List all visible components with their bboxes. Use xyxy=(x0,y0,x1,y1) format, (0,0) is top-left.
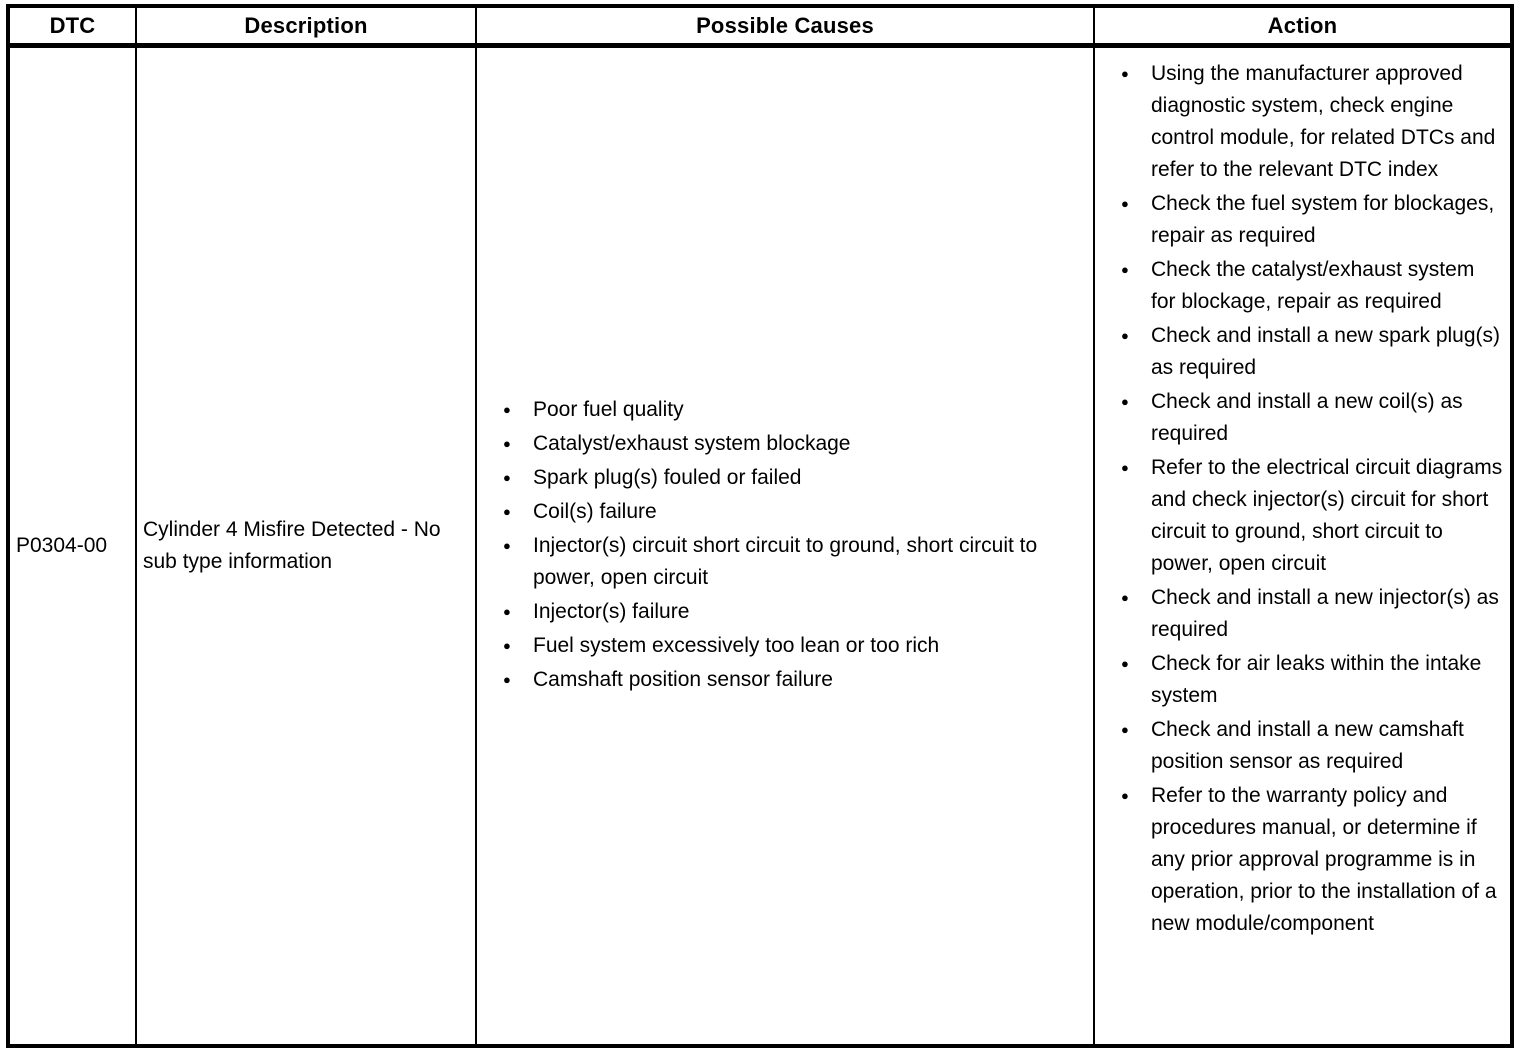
list-item-text: Injector(s) failure xyxy=(533,600,690,623)
bullet-icon: ● xyxy=(503,436,511,451)
list-item-text: Check and install a new coil(s) as required xyxy=(1151,390,1463,445)
list-item xyxy=(1095,714,1504,778)
list-item-text: Check and install a new spark plug(s) as required xyxy=(1151,324,1501,379)
bullet-icon: ● xyxy=(1121,328,1129,343)
list-item xyxy=(477,394,1087,426)
description-text: Cylinder 4 Misfire Detected - No sub type information xyxy=(143,518,441,573)
bullet-icon: ● xyxy=(1121,262,1129,277)
action-list xyxy=(1095,58,1504,940)
possible-causes-list xyxy=(477,394,1087,698)
action-cell xyxy=(1095,48,1510,1044)
list-item-text: Fuel system excessively too lean or too rich xyxy=(533,634,940,657)
list-item-text: Camshaft position sensor failure xyxy=(533,668,833,691)
bullet-icon: ● xyxy=(503,504,511,519)
list-item-text: Refer to the electrical circuit diagrams and check injector(s) circuit for short circuit to ground, short circuit to power, open circuit xyxy=(1151,456,1503,575)
bullet-icon: ● xyxy=(1121,722,1129,737)
bullet-icon: ● xyxy=(1121,196,1129,211)
bullet-icon: ● xyxy=(503,638,511,653)
bullet-icon: ● xyxy=(503,604,511,619)
list-item xyxy=(477,462,1087,494)
bullet-icon: ● xyxy=(503,470,511,485)
bullet-icon: ● xyxy=(1121,788,1129,803)
bullet-icon: ● xyxy=(1121,460,1129,475)
list-item xyxy=(477,496,1087,528)
list-item xyxy=(477,428,1087,460)
list-item xyxy=(1095,58,1504,186)
list-item-text: Coil(s) failure xyxy=(533,500,657,523)
list-item xyxy=(1095,648,1504,712)
bullet-icon: ● xyxy=(503,538,511,553)
dtc-code: P0304-00 xyxy=(16,534,108,557)
bullet-icon: ● xyxy=(1121,66,1129,81)
list-item xyxy=(1095,188,1504,252)
list-item-text: Catalyst/exhaust system blockage xyxy=(533,432,851,455)
column-header-possible-causes: Possible Causes xyxy=(477,8,1095,48)
dtc-table xyxy=(6,4,1514,1048)
list-item-text: Spark plug(s) fouled or failed xyxy=(533,466,802,489)
bullet-icon: ● xyxy=(1121,656,1129,671)
list-item-text: Using the manufacturer approved diagnostic system, check engine control module, for related DTCs and refer to the relevant DTC index xyxy=(1151,62,1496,181)
list-item xyxy=(477,664,1087,696)
list-item-text: Check for air leaks within the intake system xyxy=(1151,652,1482,707)
list-item xyxy=(1095,780,1504,940)
list-item-text: Check the catalyst/exhaust system for blockage, repair as required xyxy=(1151,258,1475,313)
possible-causes-cell xyxy=(477,48,1095,1044)
column-header-action: Action xyxy=(1095,8,1510,48)
list-item xyxy=(477,596,1087,628)
description-cell xyxy=(137,48,477,1044)
list-item xyxy=(477,530,1087,594)
list-item xyxy=(1095,254,1504,318)
bullet-icon: ● xyxy=(1121,590,1129,605)
list-item xyxy=(1095,582,1504,646)
list-item-text: Poor fuel quality xyxy=(533,398,684,421)
bullet-icon: ● xyxy=(503,402,511,417)
dtc-cell xyxy=(10,48,137,1044)
list-item xyxy=(477,630,1087,662)
list-item xyxy=(1095,320,1504,384)
list-item-text: Refer to the warranty policy and procedures manual, or determine if any prior approval programme is in operation, prior to the installation of a new module/component xyxy=(1151,784,1497,935)
list-item xyxy=(1095,452,1504,580)
list-item-text: Check the fuel system for blockages, repair as required xyxy=(1151,192,1495,247)
list-item-text: Injector(s) circuit short circuit to ground, short circuit to power, open circuit xyxy=(533,534,1038,589)
list-item xyxy=(1095,386,1504,450)
bullet-icon: ● xyxy=(503,672,511,687)
column-header-description: Description xyxy=(137,8,477,48)
column-header-dtc: DTC xyxy=(10,8,137,48)
list-item-text: Check and install a new camshaft position sensor as required xyxy=(1151,718,1464,773)
list-item-text: Check and install a new injector(s) as required xyxy=(1151,586,1499,641)
bullet-icon: ● xyxy=(1121,394,1129,409)
